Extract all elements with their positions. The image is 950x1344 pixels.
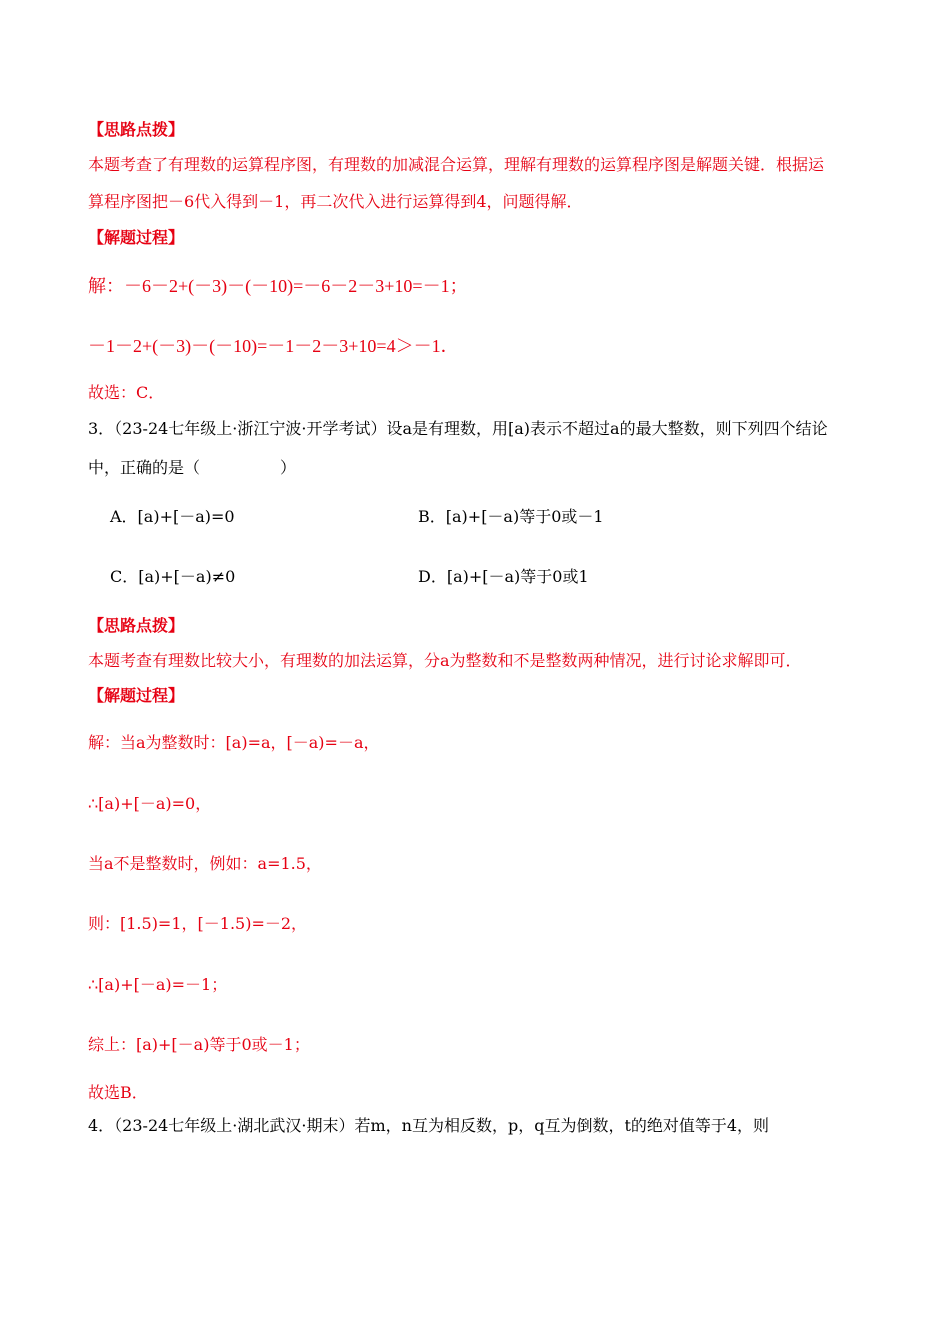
option-a: A．[a)+[－a)=0 [110, 507, 235, 526]
solution-step-1: 解：－6－2+(－3)－(－10)=－6－2－3+10=－1； [88, 276, 468, 296]
hint-title-1: 【思路点拨】 [88, 120, 185, 139]
solution-title-1: 【解题过程】 [88, 228, 185, 247]
solution-step-2: －1－2+(－3)－(－10)=－1－2－3+10=4＞－1． [88, 336, 459, 356]
answer-2: 故选B． [88, 1083, 148, 1102]
question-4-stem: 4．（23-24七年级上·湖北武汉·期末）若m，n互为相反数，p，q互为倒数，t的绝对值等于4，则 [88, 1116, 770, 1135]
hint-text-1a: 本题考查了有理数的运算程序图，有理数的加减混合运算，理解有理数的运算程序图是解题关键．根据运 [88, 155, 825, 174]
hint-text-1b: 算程序图把－6代入得到－1，再二次代入进行运算得到4，问题得解． [88, 192, 583, 211]
solution-2-step-4: 则：[1.5)=1，[－1.5)=－2， [88, 914, 308, 933]
solution-2-step-3: 当a不是整数时，例如：a=1.5， [88, 854, 322, 873]
solution-2-step-6: 综上：[a)+[－a)等于0或－1； [88, 1035, 310, 1054]
solution-2-step-1: 解：当a为整数时：[a)=a，[－a)=－a， [88, 733, 380, 752]
question-3-stem-2: 中，正确的是（ ） [88, 458, 297, 477]
hint-text-2: 本题考查有理数比较大小，有理数的加法运算，分a为整数和不是整数两种情况，进行讨论求解即可． [88, 651, 802, 670]
solution-title-2: 【解题过程】 [88, 686, 185, 705]
hint-title-2: 【思路点拨】 [88, 616, 185, 635]
option-b: B．[a)+[－a)等于0或－1 [418, 507, 604, 526]
answer-1: 故选：C． [88, 383, 165, 402]
solution-2-step-2: ∴[a)+[－a)=0， [88, 794, 212, 813]
option-d: D．[a)+[－a)等于0或1 [418, 567, 589, 586]
solution-2-step-5: ∴[a)+[－a)=－1； [88, 975, 228, 994]
question-3-stem: 3．（23-24七年级上·浙江宁波·开学考试）设a是有理数，用[a)表示不超过a的最大整数，则下列四个结论 [88, 419, 828, 438]
option-c: C．[a)+[－a)≠0 [110, 567, 236, 586]
